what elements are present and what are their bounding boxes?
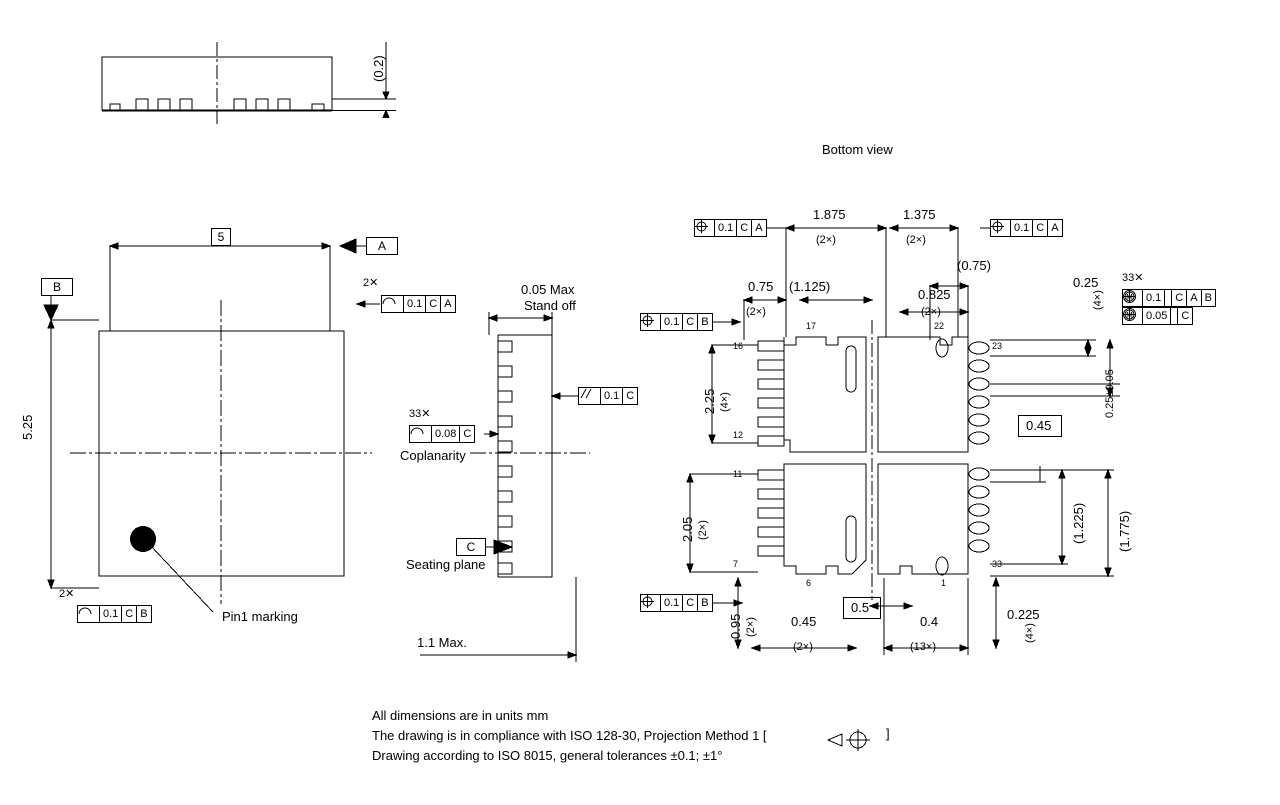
dim-1375: 1.375 [903,207,936,222]
fcf-value: 0.1 [404,296,426,312]
fcf-parallelism [578,387,638,405]
fcf-pad-position-2 [1122,307,1193,325]
note-line-2-text: The drawing is in compliance with ISO 128-30, Projection Method 1 [ [372,728,767,743]
dim-075: 0.75 [748,279,774,294]
fcf-value: 0.1 [715,220,737,236]
seating-plane-label: Seating plane [406,557,486,572]
dim-1225: (1.225) [1071,502,1086,544]
fcf-coplanarity [409,425,475,443]
note-bracket-close: ] [886,726,890,741]
bottom-view-title: Bottom view [822,142,893,157]
fcf-datum: C [426,296,441,312]
datum-b: B [41,278,73,296]
dim-04-qty: (13×) [910,641,936,653]
fcf-value: 0.1 [1143,290,1165,306]
dim-0825: 0.825 [918,287,951,302]
pin-number-7: 7 [733,559,739,569]
dim-025: 0.25 [1073,275,1099,290]
dim-width-5: 5 [211,228,231,246]
fcf-value: 0.1 [661,314,683,330]
fcf-pad-position [1122,289,1216,307]
pin-number-22: 22 [934,321,945,331]
fcf-datum: C [1181,310,1190,322]
fcf-bottom-top-right [990,219,1063,237]
fcf-datum: B [140,608,148,620]
dim-025pm005: 0.25±0.05 [1104,369,1116,418]
dim-0225: 0.225 [1007,607,1040,622]
fcf-value: 0.1 [661,595,683,611]
fcf-top-view-bottom [77,605,152,623]
fcf-datum: C [626,390,635,402]
dim-05-box [843,597,881,619]
fcf-datum: B [1204,292,1212,304]
dim-095-qty: (2×) [745,617,757,637]
dim-025-qty: (4×) [1092,290,1104,310]
dim-1875-qty: (2×) [816,234,836,246]
pin-number-23: 23 [992,341,1003,351]
dim-045b: 0.45 [791,614,817,629]
dim-0225-qty: (4×) [1024,623,1036,643]
fcf-datum: C [122,606,137,622]
fcf-datum: C [463,428,472,440]
note-2x-top: 2✕ [363,277,379,289]
dim-1875: 1.875 [813,207,846,222]
fcf-datum: A [444,298,452,310]
fcf-value: 0.1 [100,606,122,622]
fcf-datum: C [683,595,698,611]
fcf-datum: C [1172,290,1187,306]
fcf-value: 0.1 [1011,220,1033,236]
dim-1125: (1.125) [789,279,831,294]
dim-1775: (1.775) [1117,510,1132,552]
pin-number-6: 6 [806,578,812,588]
dim-05: 0.5 [851,600,870,615]
fcf-datum: B [701,316,709,328]
pin-number-16: 16 [733,341,744,351]
fcf-datum: C [1033,220,1048,236]
fcf-value: 0.08 [432,426,460,442]
dim-045b-qty: (2×) [793,641,813,653]
dim-075b: (0.75) [957,258,991,273]
fcf-top-view-top [381,295,456,313]
svg-text:M: M [1126,311,1133,320]
fcf-datum: B [701,597,709,609]
fcf-bottom-top-left [694,219,767,237]
pin-number-12: 12 [733,430,744,440]
svg-text:M: M [1126,293,1133,302]
dim-045-box [1018,415,1062,437]
note-line-2 [372,726,767,746]
pad-count: 33✕ [1122,272,1144,284]
datum-c: C [456,538,486,556]
dim-225: 2.25 [702,388,717,414]
pin-number-11: 11 [733,469,743,479]
pin-number-17: 17 [806,321,817,331]
dim-0825-qty: (2×) [921,306,941,318]
dim-1375-qty: (2×) [906,234,926,246]
dim-205: 2.05 [680,516,695,542]
fcf-datum: C [683,314,698,330]
pin-number-33: 33 [992,559,1003,569]
pin-number-1: 1 [941,578,947,588]
notes-block [372,706,767,766]
fcf-bottom-mid-left [640,313,713,331]
fcf-datum: C [737,220,752,236]
fcf-datum: A [1051,222,1059,234]
standoff-value: 0.05 Max [521,282,575,297]
fcf-value: 0.1 [601,388,623,404]
dim-thickness: (0.2) [371,55,386,82]
dim-205-qty: (2×) [697,520,709,540]
dim-height-max: 1.1 Max. [417,635,467,650]
datum-a: A [366,237,398,255]
note-line-1: All dimensions are in units mm [372,708,549,723]
standoff-label: Stand off [524,298,576,313]
coplanarity-count: 33✕ [409,408,431,420]
fcf-value: 0.05 [1143,308,1171,324]
dim-045: 0.45 [1026,418,1052,433]
pin1-marking-label: Pin1 marking [222,609,298,624]
coplanarity-label: Coplanarity [400,448,466,463]
dim-height-525: 5.25 [20,414,35,440]
fcf-bottom-low-left [640,594,713,612]
dim-095: 0.95 [728,613,743,639]
note-2x-bottom: 2✕ [59,588,75,600]
dim-04: 0.4 [920,614,939,629]
fcf-datum: A [1187,290,1201,306]
dim-075-qty: (2×) [746,306,766,318]
note-line-3: Drawing according to ISO 8015, general tolerances ±0.1; ±1° [372,748,723,763]
dim-225-qty: (4×) [719,392,731,412]
fcf-datum: A [755,222,763,234]
